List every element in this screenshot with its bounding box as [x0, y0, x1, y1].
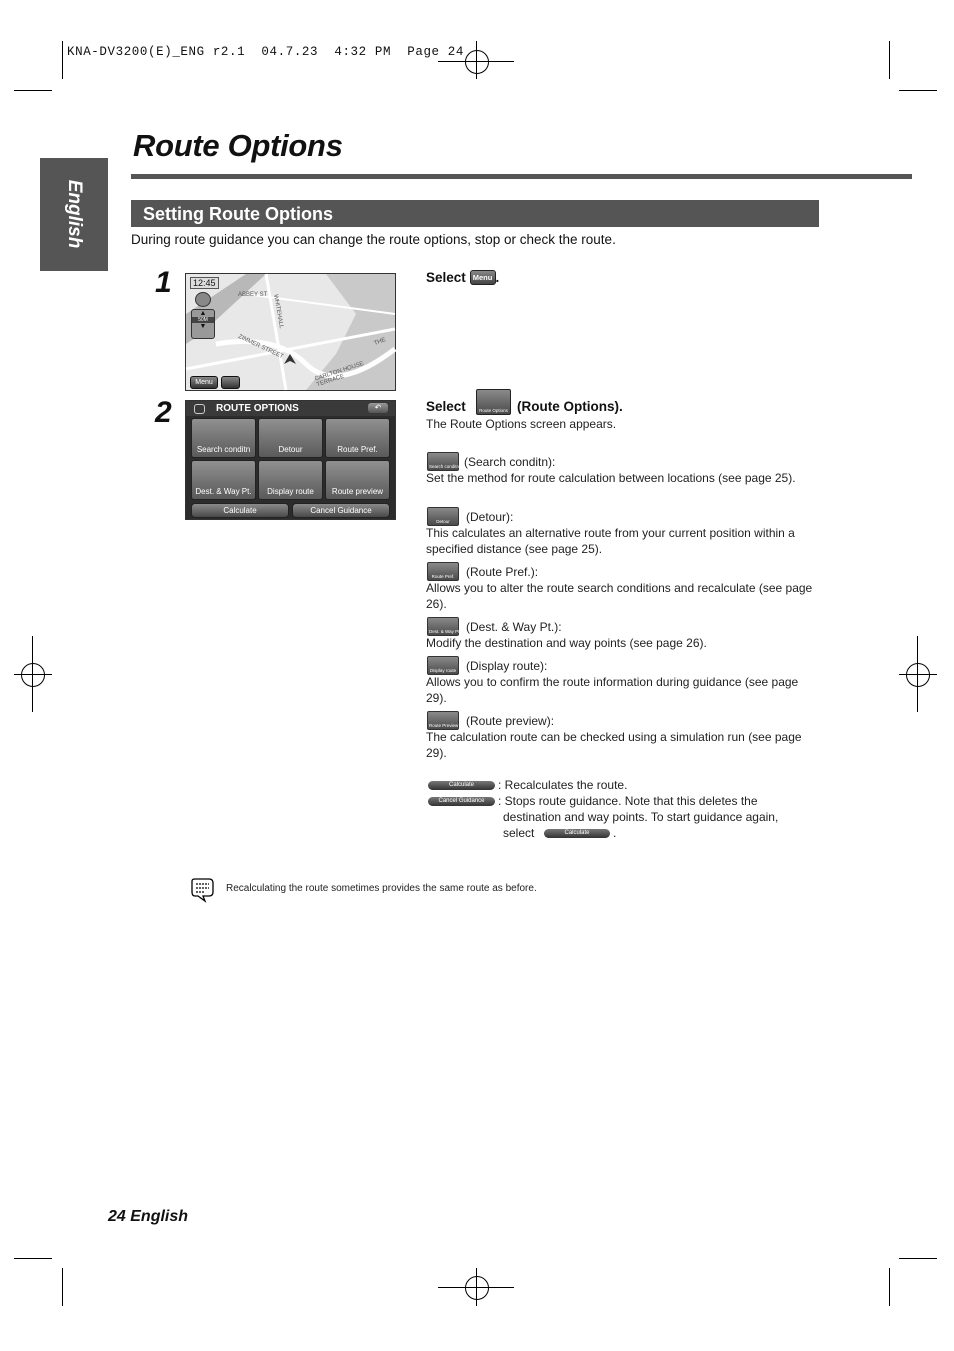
- calculate-pill-icon: Calculate: [428, 781, 495, 790]
- route-preview-button[interactable]: Route preview: [325, 460, 390, 500]
- calculate-button[interactable]: Calculate: [191, 503, 289, 518]
- section-heading: Setting Route Options: [143, 204, 333, 224]
- cancel-desc-end: .: [613, 826, 617, 840]
- crop-mark: [14, 90, 52, 91]
- cancel-guidance-pill-icon: Cancel Guidance: [428, 797, 495, 806]
- option-desc: Allows you to alter the route search conditions and recalculate (see page 26).: [426, 581, 813, 611]
- map-scale-label: 50M: [192, 317, 214, 323]
- step2-appears: The Route Options screen appears.: [426, 417, 617, 431]
- print-slug: KNA-DV3200(E)_ENG r2.1 04.7.23 4:32 PM Page 24: [67, 45, 464, 59]
- crop-mark: [899, 90, 937, 91]
- option-name: (Detour):: [466, 510, 514, 524]
- zoom-in-icon[interactable]: ▲: [199, 310, 207, 317]
- street-label: ZIMMER STREET: [237, 333, 284, 361]
- map-view-button[interactable]: [221, 376, 240, 389]
- cancel-desc-line1: : Stops route guidance. Note that this deletes the: [498, 794, 758, 808]
- info-icon: [194, 404, 205, 414]
- menu-button-icon: Menu: [470, 270, 496, 285]
- street-label: THE: [373, 337, 387, 347]
- title-rule: [131, 174, 912, 179]
- route-preview-icon: Route Preview: [427, 711, 459, 730]
- step1-select-label: Select: [426, 270, 466, 285]
- option-name: (Display route):: [466, 659, 548, 673]
- note-icon: [189, 878, 215, 902]
- section-heading-bar: [131, 200, 819, 227]
- section-intro: During route guidance you can change the route options, stop or check the route.: [131, 232, 616, 247]
- zoom-out-icon[interactable]: ▼: [199, 323, 207, 330]
- route-options-screen-title: ROUTE OPTIONS: [216, 403, 299, 414]
- calculate-inline-icon: Calculate: [544, 829, 610, 838]
- cancel-guidance-button[interactable]: Cancel Guidance: [292, 503, 390, 518]
- route-options-icon: Route Options: [476, 389, 511, 415]
- note-text: Recalculating the route sometimes provides the same route as before.: [226, 883, 537, 894]
- crop-mark: [899, 1258, 937, 1259]
- step2-option-name: (Route Options).: [517, 399, 623, 414]
- dest-way-pt-button[interactable]: Dest. & Way Pt.: [191, 460, 256, 500]
- step-number-2: 2: [155, 396, 172, 429]
- detour-button[interactable]: Detour: [258, 418, 323, 458]
- language-tab: [40, 158, 108, 271]
- option-name: (Search conditn):: [464, 455, 556, 469]
- map-clock: 12:45: [190, 277, 219, 289]
- route-pref-button[interactable]: Route Pref.: [325, 418, 390, 458]
- step2-select-label: Select: [426, 399, 466, 414]
- footer-page-label: 24 English: [108, 1208, 189, 1225]
- route-options-screenshot: [185, 400, 396, 520]
- crop-mark: [889, 41, 890, 79]
- option-name: (Route Pref.):: [466, 565, 539, 579]
- display-route-button[interactable]: Display route: [258, 460, 323, 500]
- crop-mark: [889, 1268, 890, 1306]
- display-route-icon: Display route: [427, 656, 459, 675]
- search-conditn-icon: Search conditn: [427, 452, 459, 471]
- map-compass-icon[interactable]: [195, 292, 211, 307]
- language-tab-label: English: [64, 179, 85, 249]
- step1-instruction: [426, 270, 499, 286]
- calculate-desc: : Recalculates the route.: [498, 778, 628, 792]
- option-desc: Allows you to confirm the route information during guidance (see page 29).: [426, 675, 799, 705]
- route-options-titlebar: [186, 401, 395, 416]
- street-label: WHITEHALL: [272, 294, 284, 329]
- option-desc: Modify the destination and way points (see page 26).: [426, 636, 707, 650]
- option-desc: The calculation route can be checked using a simulation run (see page 29).: [426, 730, 802, 760]
- cancel-desc-line3: select: [503, 826, 535, 840]
- crop-mark: [14, 1258, 52, 1259]
- option-desc: This calculates an alternative route from your current position within a specified distance (see page 25).: [426, 526, 795, 556]
- detour-icon: Detour: [427, 507, 459, 526]
- street-label: ABBEY ST: [238, 292, 268, 298]
- map-zoom-control[interactable]: [191, 309, 215, 339]
- dest-way-pt-icon: Dest. & Way Pt.: [427, 617, 459, 636]
- map-menu-label: Menu: [195, 379, 213, 386]
- search-conditn-button[interactable]: Search conditn: [191, 418, 256, 458]
- step1-trailing: .: [495, 270, 500, 285]
- option-desc: Set the method for route calculation between locations (see page 25).: [426, 471, 796, 485]
- crop-mark: [62, 1268, 63, 1306]
- option-name: (Route preview):: [466, 714, 555, 728]
- option-name: (Dest. & Way Pt.):: [466, 620, 562, 634]
- step-number-1: 1: [155, 266, 172, 299]
- crop-mark: [62, 41, 63, 79]
- route-pref-icon: Route Pref.: [427, 562, 459, 581]
- back-icon[interactable]: ↶: [368, 403, 388, 413]
- page-title: Route Options: [133, 128, 343, 163]
- cancel-desc-line2: destination and way points. To start guidance again,: [503, 810, 779, 824]
- street-label: CARLTON HOUSE TERRACE: [314, 361, 365, 389]
- map-screenshot: [185, 273, 396, 391]
- map-menu-button[interactable]: [190, 376, 218, 389]
